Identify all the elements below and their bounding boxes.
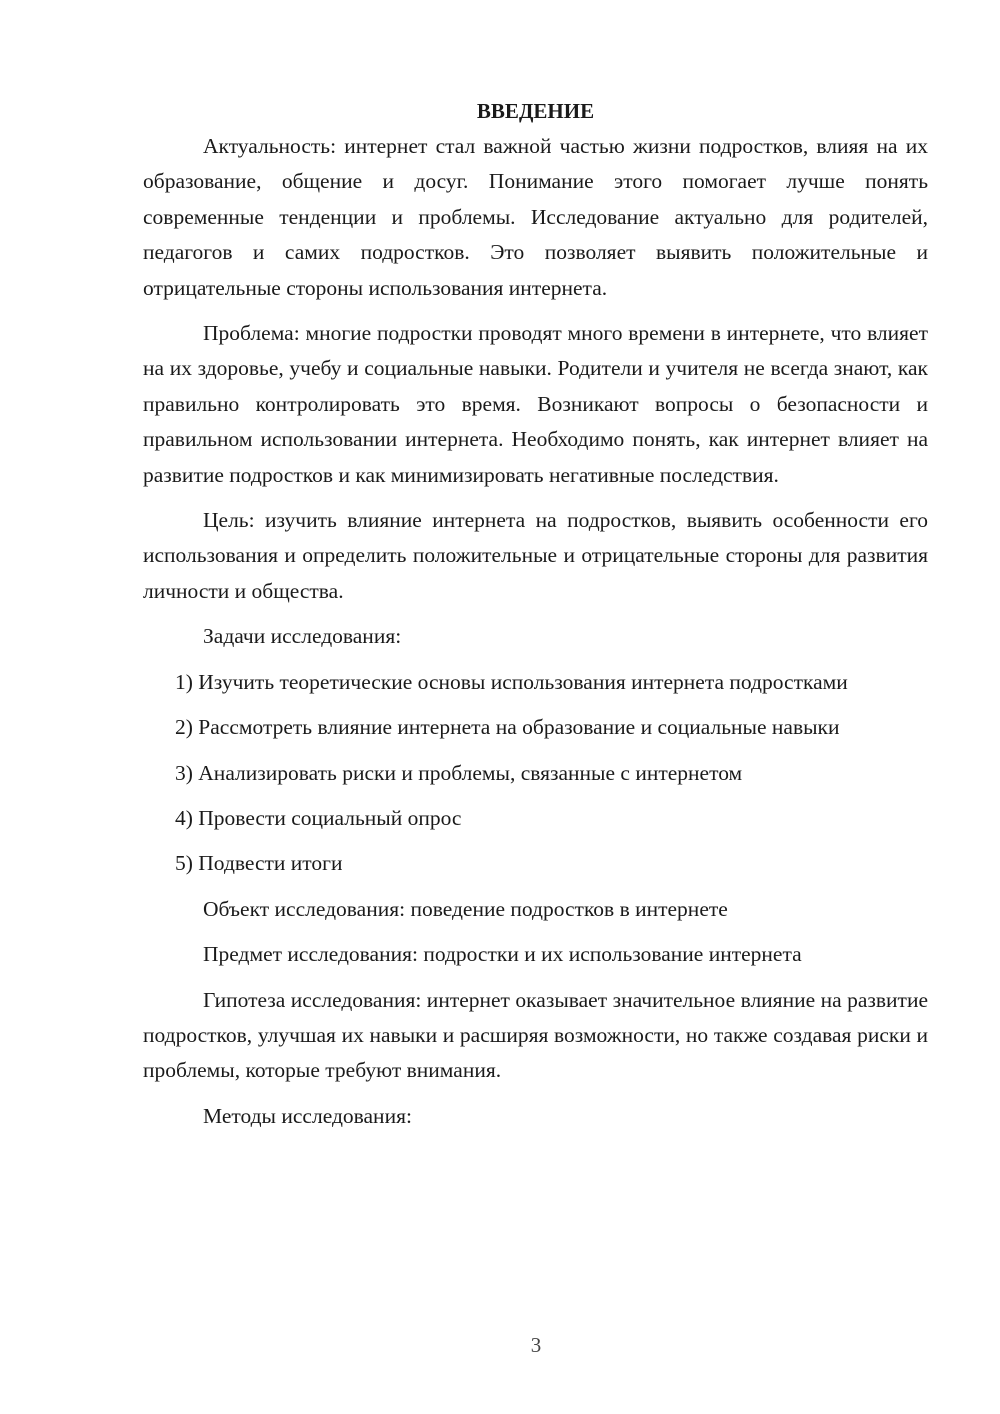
hypothesis-paragraph: Гипотеза исследования: интернет оказывает значительное влияние на развитие подростков, улучшая их навыки и расширяя возможности, но также создавая риски и проблемы, которые требуют внимания. bbox=[143, 987, 928, 1083]
task-item-3: 3) Анализировать риски и проблемы, связанные с интернетом bbox=[175, 760, 743, 785]
task-item-5: 5) Подвести итоги bbox=[175, 851, 343, 876]
task-item-1: 1) Изучить теоретические основы использования интернета подростками bbox=[175, 669, 848, 694]
page-title: ВВЕДЕНИЕ bbox=[476, 99, 595, 123]
page-number: 3 bbox=[530, 1333, 542, 1357]
subject-paragraph: Предмет исследования: подростки и их использование интернета bbox=[203, 942, 802, 967]
tasks-title: Задачи исследования: bbox=[203, 624, 402, 649]
task-item-2: 2) Рассмотреть влияние интернета на образование и социальные навыки bbox=[175, 715, 840, 740]
object-paragraph: Объект исследования: поведение подростков в интернете bbox=[203, 896, 728, 921]
document-page bbox=[143, 96, 928, 1144]
methods-paragraph: Методы исследования: bbox=[203, 1103, 412, 1128]
task-item-4: 4) Провести социальный опрос bbox=[175, 805, 462, 830]
goal-paragraph: Цель: изучить влияние интернета на подростков, выявить особенности его использования и определить положительные и отрицательные стороны для развития личности и общества. bbox=[143, 508, 928, 603]
problem-paragraph: Проблема: многие подростки проводят много времени в интернете, что влияет на их здоровье, учебу и социальные навыки. Родители и учителя не всегда знают, как правильно контролировать это время. Возникают вопросы о безопасности и правильном использовании интернета. Необходимо понять, как интернет влияет на развитие подростков и как минимизировать негативные последствия. bbox=[143, 321, 928, 487]
relevance-paragraph: Актуальность: интернет стал важной частью жизни подростков, влияя на их образование, общение и досуг. Понимание этого помогает лучше понять современные тенденции и проблемы. Исследование актуально для родителей, педагогов и самих подростков. Это позволяет выявить положительные и отрицательные стороны использования интернета. bbox=[143, 134, 928, 300]
